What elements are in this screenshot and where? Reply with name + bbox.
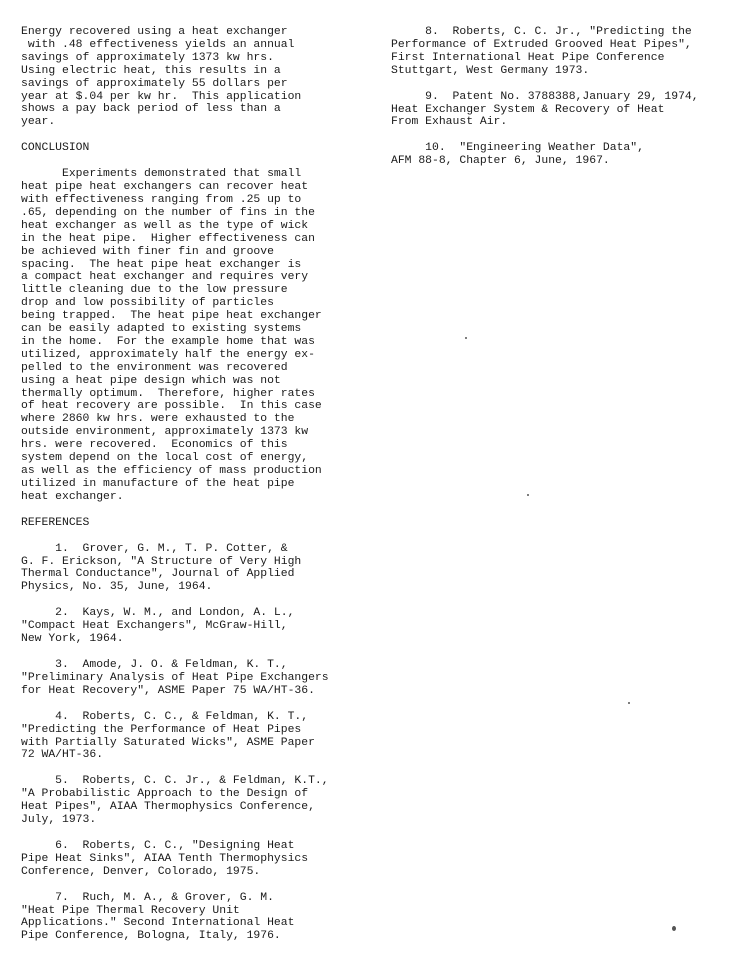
reference-line: 9. Patent No. 3788388,January 29, 1974,: [391, 90, 699, 103]
intro-line: year at $.04 per kw hr. This application: [21, 90, 302, 103]
scan-speck: [628, 702, 630, 704]
right-column: [391, 26, 741, 168]
reference-line: with Partially Saturated Wicks", ASME Paper: [21, 736, 315, 749]
intro-line: year.: [21, 116, 56, 129]
conclusion-line: a compact heat exchanger and requires very: [21, 271, 309, 284]
conclusion-line: spacing. The heat pipe heat exchanger is: [21, 258, 302, 271]
conclusion-line: .65, depending on the number of fins in the: [21, 206, 315, 219]
scan-speck: [465, 337, 467, 339]
reference-line: Conference, Denver, Colorado, 1975.: [21, 865, 261, 878]
reference-line: Thermal Conductance", Journal of Applied: [21, 568, 295, 581]
reference-10: [391, 142, 741, 168]
reference-5: [21, 775, 371, 827]
reference-line: Pipe Conference, Bologna, Italy, 1976.: [21, 930, 281, 943]
conclusion-line: system depend on the local cost of energy,: [21, 452, 309, 465]
reference-line: 5. Roberts, C. C. Jr., & Feldman, K.T.,: [21, 775, 329, 788]
reference-line: Heat Exchanger System & Recovery of Heat: [391, 103, 665, 116]
reference-line: 72 WA/HT-36.: [21, 749, 104, 762]
conclusion-line: hrs. were recovered. Economics of this: [21, 439, 288, 452]
reference-line: for Heat Recovery", ASME Paper 75 WA/HT-36.: [21, 684, 315, 697]
reference-line: 2. Kays, W. M., and London, A. L.,: [21, 607, 295, 620]
conclusion-line: be achieved with finer fin and groove: [21, 245, 274, 258]
reference-line: "Compact Heat Exchangers", McGraw-Hill,: [21, 620, 288, 633]
reference-line: "Predicting the Performance of Heat Pipes: [21, 723, 302, 736]
reference-line: 4. Roberts, C. C., & Feldman, K. T.,: [21, 710, 309, 723]
intro-line: Using electric heat, this results in a: [21, 64, 281, 77]
scan-speck: [672, 926, 676, 931]
reference-line: 8. Roberts, C. C. Jr., "Predicting the: [391, 26, 692, 38]
reference-line: "Heat Pipe Thermal Recovery Unit: [21, 904, 240, 917]
conclusion-line: outside environment, approximately 1373 kw: [21, 426, 309, 439]
reference-line: Applications." Second International Heat: [21, 917, 295, 930]
reference-3: [21, 659, 371, 698]
conclusion-line: using a heat pipe design which was not: [21, 374, 281, 387]
conclusion-line: where 2860 kw hrs. were exhausted to the: [21, 413, 295, 426]
reference-4: [21, 711, 371, 763]
reference-line: Heat Pipes", AIAA Thermophysics Conference,: [21, 801, 315, 814]
left-column: [21, 26, 371, 943]
references-heading: REFERENCES: [21, 516, 90, 529]
conclusion-line: heat exchanger as well as the type of wick: [21, 219, 309, 232]
conclusion-line: utilized in manufacture of the heat pipe: [21, 477, 295, 490]
reference-line: "Preliminary Analysis of Heat Pipe Exchangers: [21, 671, 329, 684]
reference-line: 6. Roberts, C. C., "Designing Heat: [21, 839, 295, 852]
intro-line: with .48 effectiveness yields an annual: [21, 38, 295, 51]
intro-line: savings of approximately 1373 kw hrs.: [21, 51, 274, 64]
reference-line: G. F. Erickson, "A Structure of Very High: [21, 555, 302, 568]
reference-line: From Exhaust Air.: [391, 116, 508, 129]
reference-line: 10. "Engineering Weather Data",: [391, 142, 644, 155]
conclusion-line: Experiments demonstrated that small: [21, 168, 302, 181]
conclusion-line: pelled to the environment was recovered: [21, 361, 288, 374]
reference-line: July, 1973.: [21, 814, 97, 827]
conclusion-line: utilized, approximately half the energy ex-: [21, 348, 315, 361]
reference-line: 3. Amode, J. O. & Feldman, K. T.,: [21, 658, 288, 671]
reference-2: [21, 607, 371, 646]
reference-line: 7. Ruch, M. A., & Grover, G. M.: [21, 891, 274, 904]
reference-6: [21, 840, 371, 879]
reference-line: 1. Grover, G. M., T. P. Cotter, &: [21, 542, 288, 555]
reference-8: [391, 26, 741, 78]
reference-line: "A Probabilistic Approach to the Design of: [21, 788, 309, 801]
intro-line: savings of approximately 55 dollars per: [21, 77, 288, 90]
reference-1: [21, 543, 371, 595]
conclusion-line: thermally optimum. Therefore, higher rates: [21, 387, 315, 400]
reference-line: Pipe Heat Sinks", AIAA Tenth Thermophysics: [21, 852, 309, 865]
reference-line: New York, 1964.: [21, 633, 124, 646]
conclusion-line: with effectiveness ranging from .25 up to: [21, 193, 302, 206]
reference-list-left: [21, 543, 371, 944]
conclusion-line: drop and low possibility of particles: [21, 297, 274, 310]
conclusion-line: of heat recovery are possible. In this case: [21, 400, 322, 413]
conclusion-line: heat exchanger.: [21, 490, 124, 503]
intro-paragraph: [21, 26, 371, 129]
conclusion-line: in the heat pipe. Higher effectiveness can: [21, 232, 315, 245]
reference-line: Physics, No. 35, June, 1964.: [21, 581, 213, 594]
reference-line: Performance of Extruded Grooved Heat Pipes",: [391, 38, 692, 51]
intro-line: Energy recovered using a heat exchanger: [21, 26, 288, 38]
conclusion-line: being trapped. The heat pipe heat exchanger: [21, 310, 322, 323]
conclusion-line: little cleaning due to the low pressure: [21, 284, 288, 297]
conclusion-paragraph: [21, 168, 371, 504]
conclusion-heading: CONCLUSION: [21, 142, 90, 155]
scan-speck: [527, 494, 529, 496]
conclusion-line: can be easily adapted to existing systems: [21, 323, 302, 336]
conclusion-line: in the home. For the example home that was: [21, 335, 315, 348]
reference-line: First International Heat Pipe Conference: [391, 51, 665, 64]
intro-line: shows a pay back period of less than a: [21, 103, 281, 116]
reference-7: [21, 892, 371, 944]
reference-line: Stuttgart, West Germany 1973.: [391, 64, 590, 77]
reference-9: [391, 91, 741, 130]
reference-line: AFM 88-8, Chapter 6, June, 1967.: [391, 155, 610, 168]
conclusion-line: as well as the efficiency of mass production: [21, 465, 322, 477]
conclusion-line: heat pipe heat exchangers can recover heat: [21, 181, 309, 194]
